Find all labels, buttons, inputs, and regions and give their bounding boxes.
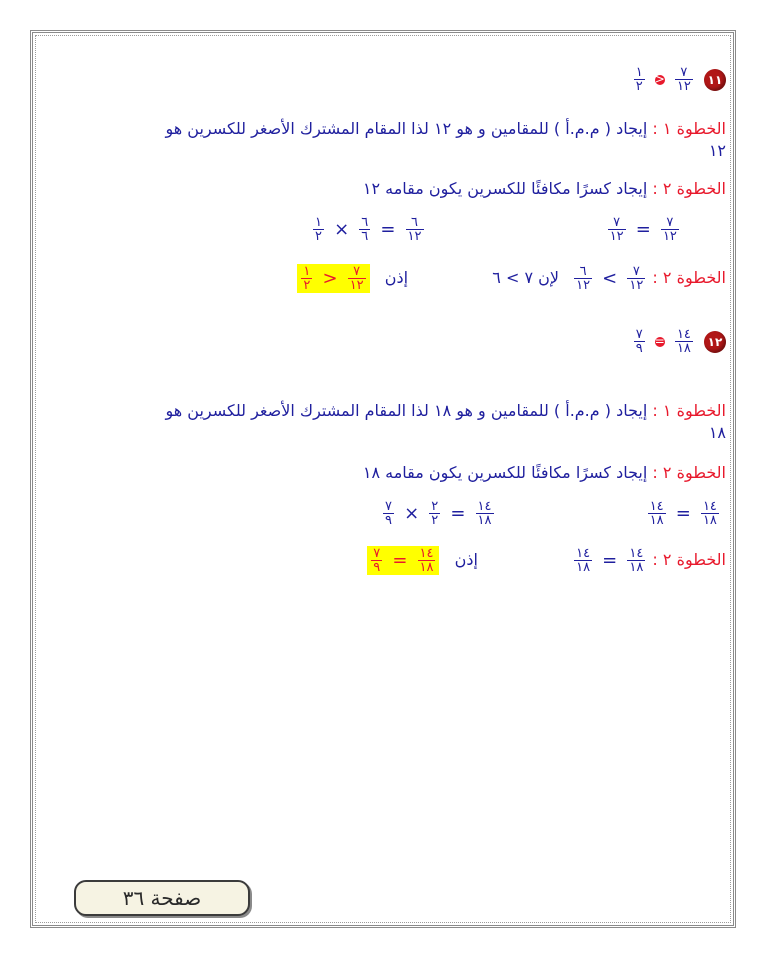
- fraction: $\frac{١}{٢}$: [315, 215, 322, 244]
- problem-12-step1: [60, 400, 726, 422]
- fraction: $\frac{٧}{١٢}$: [662, 215, 677, 244]
- fraction: $\frac{٧}{٩}$: [385, 499, 392, 528]
- fraction: $\frac{١٤}{١٨}$: [649, 499, 664, 528]
- step-label: الخطوة ٢ :: [652, 550, 726, 569]
- comparison-operator: <: [322, 267, 338, 289]
- step-text: إيجاد كسرًا مكافئًا للكسرين يكون مقامه ١٢: [362, 179, 648, 198]
- step-text: إيجاد كسرًا مكافئًا للكسرين يكون مقامه ١٨: [362, 463, 648, 482]
- equals-sign: =: [635, 218, 651, 240]
- problem-11-step2: [60, 178, 726, 200]
- then-label: إذن: [454, 550, 478, 569]
- step-text-cont: ١٢: [708, 141, 726, 160]
- fraction: $\frac{٧}{٩}$: [635, 327, 643, 356]
- result-highlight: [367, 546, 439, 575]
- fraction: $\frac{٧}{٩}$: [373, 546, 381, 575]
- problem-11-header: [60, 66, 726, 93]
- problem-12-step1-cont: [60, 422, 726, 444]
- fraction: $\frac{٢}{٢}$: [431, 499, 439, 528]
- problem-11-step3: [60, 264, 726, 293]
- comparison-operator: =: [392, 549, 408, 571]
- problem-number-badge: ١١: [704, 69, 726, 91]
- step-label: الخطوة ٢ :: [652, 268, 726, 287]
- fraction: $\frac{١٤}{١٨}$: [576, 546, 591, 575]
- equals-sign: =: [450, 502, 466, 524]
- step-label: الخطوة ١ :: [652, 401, 726, 420]
- fraction: $\frac{٦}{١٢}$: [407, 215, 422, 244]
- step-text: إيجاد ( م.م.أ ) للمقامين و هو ١٢ لذا المقام المشترك الأصغر للكسرين هو: [165, 119, 648, 138]
- comparison-operator: <: [654, 71, 665, 86]
- fraction: $\frac{٧}{١٢}$: [629, 264, 644, 293]
- step-label: الخطوة ١ :: [652, 119, 726, 138]
- step-label: الخطوة ٢ :: [652, 179, 726, 198]
- equals-sign: =: [675, 502, 691, 524]
- problem-11-equations: [60, 216, 726, 243]
- fraction: $\frac{٧}{١٢}$: [676, 65, 691, 94]
- fraction: $\frac{١}{٢}$: [635, 65, 643, 94]
- equals-sign: =: [380, 218, 396, 240]
- fraction: $\frac{١٤}{١٨}$: [419, 546, 434, 575]
- fraction: $\frac{١٤}{١٨}$: [629, 546, 644, 575]
- fraction: $\frac{١٤}{١٨}$: [477, 499, 492, 528]
- page-number-label: صفحة ٣٦: [74, 880, 250, 916]
- step-text: إيجاد ( م.م.أ ) للمقامين و هو ١٨ لذا المقام المشترك الأصغر للكسرين هو: [165, 401, 648, 420]
- comparison-operator: =: [654, 333, 665, 348]
- problem-12-equations: [60, 500, 726, 527]
- fraction: $\frac{٧}{١٢}$: [609, 215, 624, 244]
- problem-12-header: [60, 328, 726, 355]
- times-sign: ×: [404, 502, 420, 524]
- problem-number-badge: ١٢: [704, 331, 726, 353]
- result-highlight: [297, 264, 369, 293]
- equals-sign: =: [602, 549, 618, 571]
- fraction: $\frac{٧}{١٢}$: [349, 264, 364, 293]
- problem-11-step1: [60, 118, 726, 140]
- fraction: $\frac{١٤}{١٨}$: [676, 327, 691, 356]
- problem-12-step2: [60, 462, 726, 484]
- times-sign: ×: [334, 218, 350, 240]
- step-text-cont: ١٨: [708, 423, 726, 442]
- greater-than-sign: >: [602, 267, 618, 289]
- step-label: الخطوة ٢ :: [652, 463, 726, 482]
- fraction: $\frac{١٤}{١٨}$: [702, 499, 717, 528]
- because-text: لإن ٧ > ٦: [492, 268, 559, 287]
- fraction: $\frac{٦}{١٢}$: [576, 264, 591, 293]
- fraction: $\frac{١}{٢}$: [303, 264, 311, 293]
- problem-11-step1-cont: [60, 140, 726, 162]
- fraction: $\frac{٦}{٦}$: [361, 215, 369, 244]
- problem-12-step3: [60, 546, 726, 575]
- then-label: إذن: [384, 268, 409, 287]
